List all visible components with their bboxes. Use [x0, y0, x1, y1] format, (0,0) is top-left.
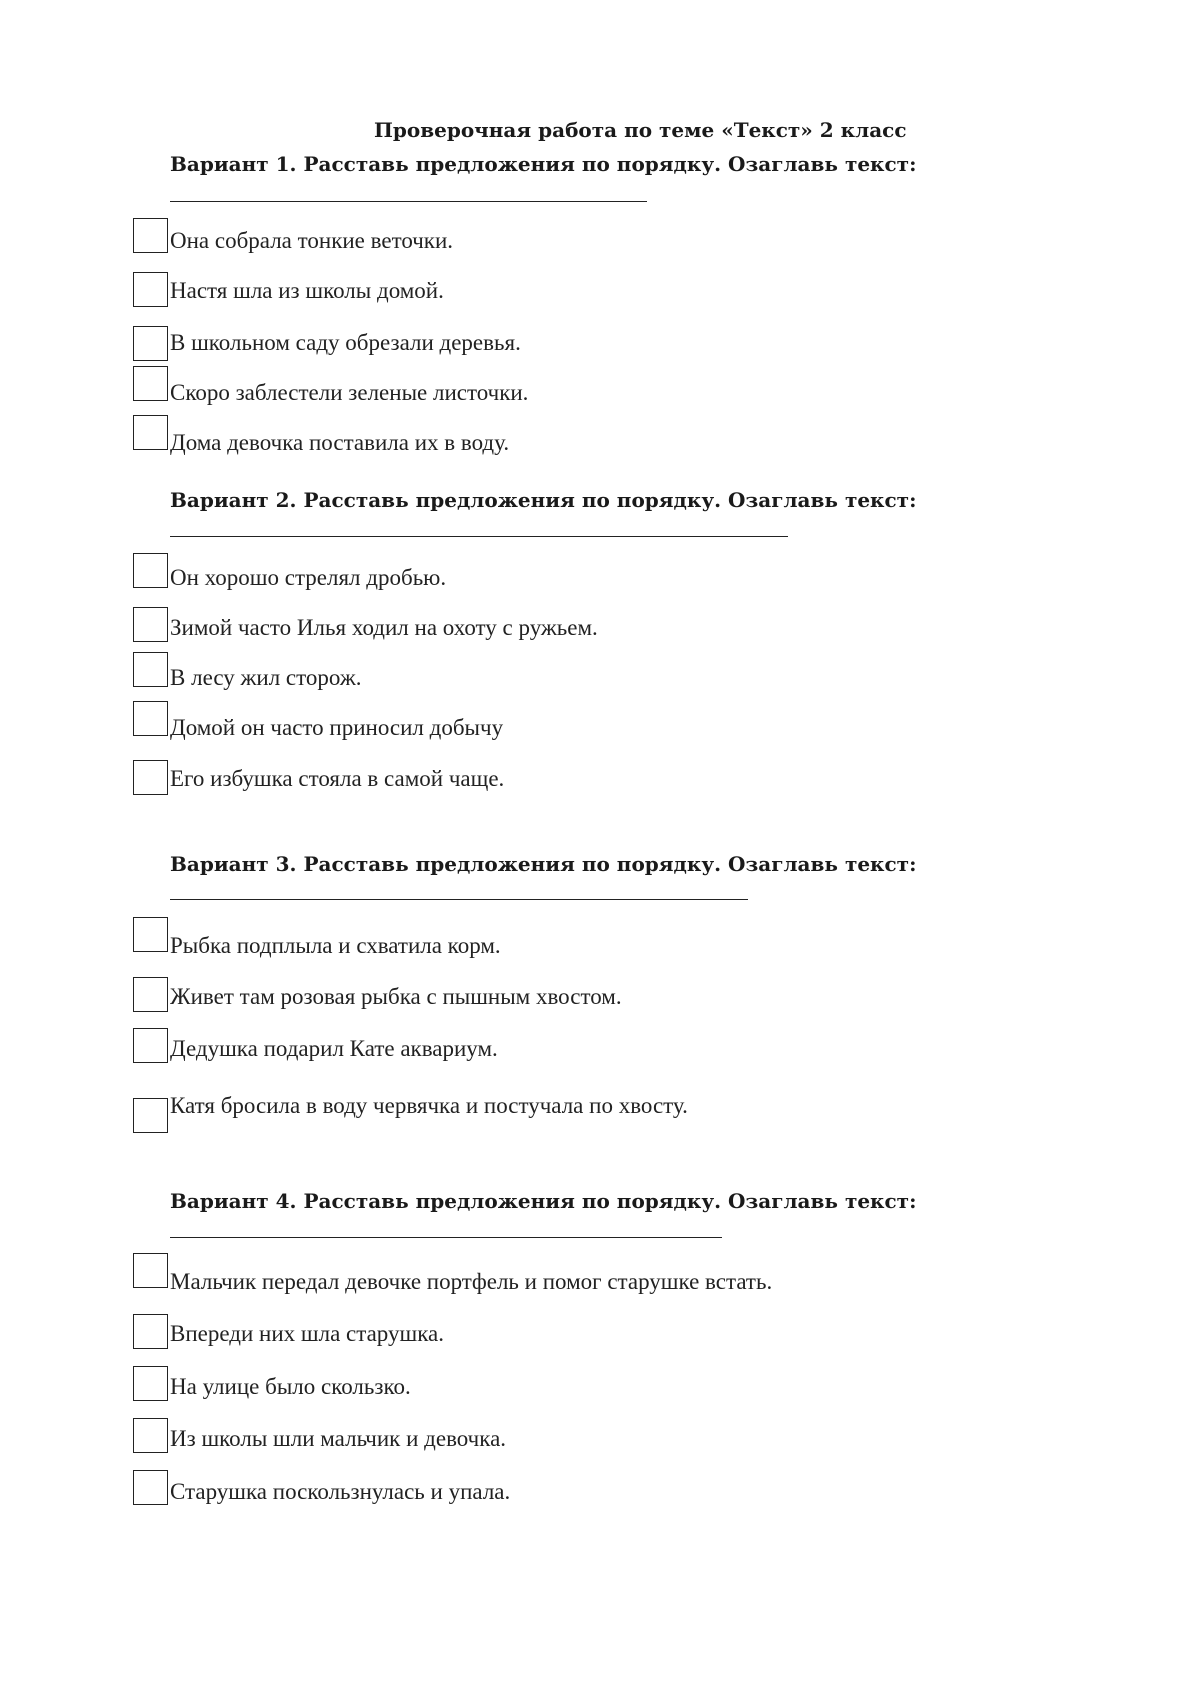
sentence-text: Зимой часто Илья ходил на охоту с ружьем. [170, 615, 598, 640]
sentence-text: Рыбка подплыла и схватила корм. [170, 933, 501, 958]
list-item [0, 1470, 1190, 1510]
list-item [0, 553, 1190, 593]
title-answer-line[interactable] [170, 536, 788, 537]
list-item [0, 652, 1190, 692]
list-item [0, 1253, 1190, 1293]
variant-heading: Вариант 2. Расставь предложения по порядку. Озаглавь текст: [170, 488, 917, 512]
list-item [0, 326, 1190, 366]
sentence-text: В школьном саду обрезали деревья. [170, 330, 521, 355]
list-item [0, 1093, 1190, 1138]
sentence-text: Настя шла из школы домой. [170, 278, 444, 303]
list-item [0, 1314, 1190, 1354]
page-title: Проверочная работа по теме «Текст» 2 класс [374, 118, 907, 142]
sentence-text: Катя бросила в воду червячка и постучала по хвосту. [170, 1093, 688, 1118]
title-answer-line[interactable] [170, 1237, 722, 1238]
title-answer-line[interactable] [170, 899, 748, 900]
variant-heading: Вариант 1. Расставь предложения по порядку. Озаглавь текст: [170, 152, 917, 176]
sentence-text: Старушка поскользнулась и упала. [170, 1479, 511, 1504]
sentence-text: Его избушка стояла в самой чаще. [170, 766, 505, 791]
sentence-text: Впереди них шла старушка. [170, 1321, 444, 1346]
order-number-box[interactable] [133, 701, 168, 736]
sentence-text: Живет там розовая рыбка с пышным хвостом. [170, 984, 622, 1009]
list-item [0, 415, 1190, 455]
order-number-box[interactable] [133, 977, 168, 1012]
list-item [0, 366, 1190, 406]
sentence-text: Дедушка подарил Кате аквариум. [170, 1036, 498, 1061]
order-number-box[interactable] [133, 415, 168, 450]
list-item [0, 701, 1190, 741]
order-number-box[interactable] [133, 366, 168, 401]
sentence-text: Домой он часто приносил добычу [170, 715, 504, 740]
list-item [0, 917, 1190, 957]
list-item [0, 1418, 1190, 1458]
list-item [0, 760, 1190, 800]
variant-heading: Вариант 4. Расставь предложения по порядку. Озаглавь текст: [170, 1189, 917, 1213]
order-number-box[interactable] [133, 1253, 168, 1288]
order-number-box[interactable] [133, 1470, 168, 1505]
order-number-box[interactable] [133, 917, 168, 952]
order-number-box[interactable] [133, 652, 168, 687]
list-item [0, 607, 1190, 647]
sentence-text: Дома девочка поставила их в воду. [170, 430, 510, 455]
order-number-box[interactable] [133, 326, 168, 361]
sentence-text: Она собрала тонкие веточки. [170, 228, 454, 253]
sentence-text: Из школы шли мальчик и девочка. [170, 1426, 507, 1451]
sentence-text: Мальчик передал девочке портфель и помог старушке встать. [170, 1269, 773, 1294]
list-item [0, 272, 1190, 312]
list-item [0, 1366, 1190, 1406]
sentence-text: На улице было скользко. [170, 1374, 411, 1399]
title-answer-line[interactable] [170, 201, 647, 202]
sentence-text: В лесу жил сторож. [170, 665, 362, 690]
list-item [0, 218, 1190, 258]
order-number-box[interactable] [133, 1098, 168, 1133]
list-item [0, 977, 1190, 1017]
order-number-box[interactable] [133, 1028, 168, 1063]
variant-heading: Вариант 3. Расставь предложения по порядку. Озаглавь текст: [170, 852, 917, 876]
order-number-box[interactable] [133, 553, 168, 588]
sentence-text: Он хорошо стрелял дробью. [170, 565, 447, 590]
list-item [0, 1028, 1190, 1068]
order-number-box[interactable] [133, 1366, 168, 1401]
order-number-box[interactable] [133, 1314, 168, 1349]
order-number-box[interactable] [133, 272, 168, 307]
order-number-box[interactable] [133, 218, 168, 253]
order-number-box[interactable] [133, 607, 168, 642]
order-number-box[interactable] [133, 760, 168, 795]
sentence-text: Скоро заблестели зеленые листочки. [170, 380, 529, 405]
order-number-box[interactable] [133, 1418, 168, 1453]
